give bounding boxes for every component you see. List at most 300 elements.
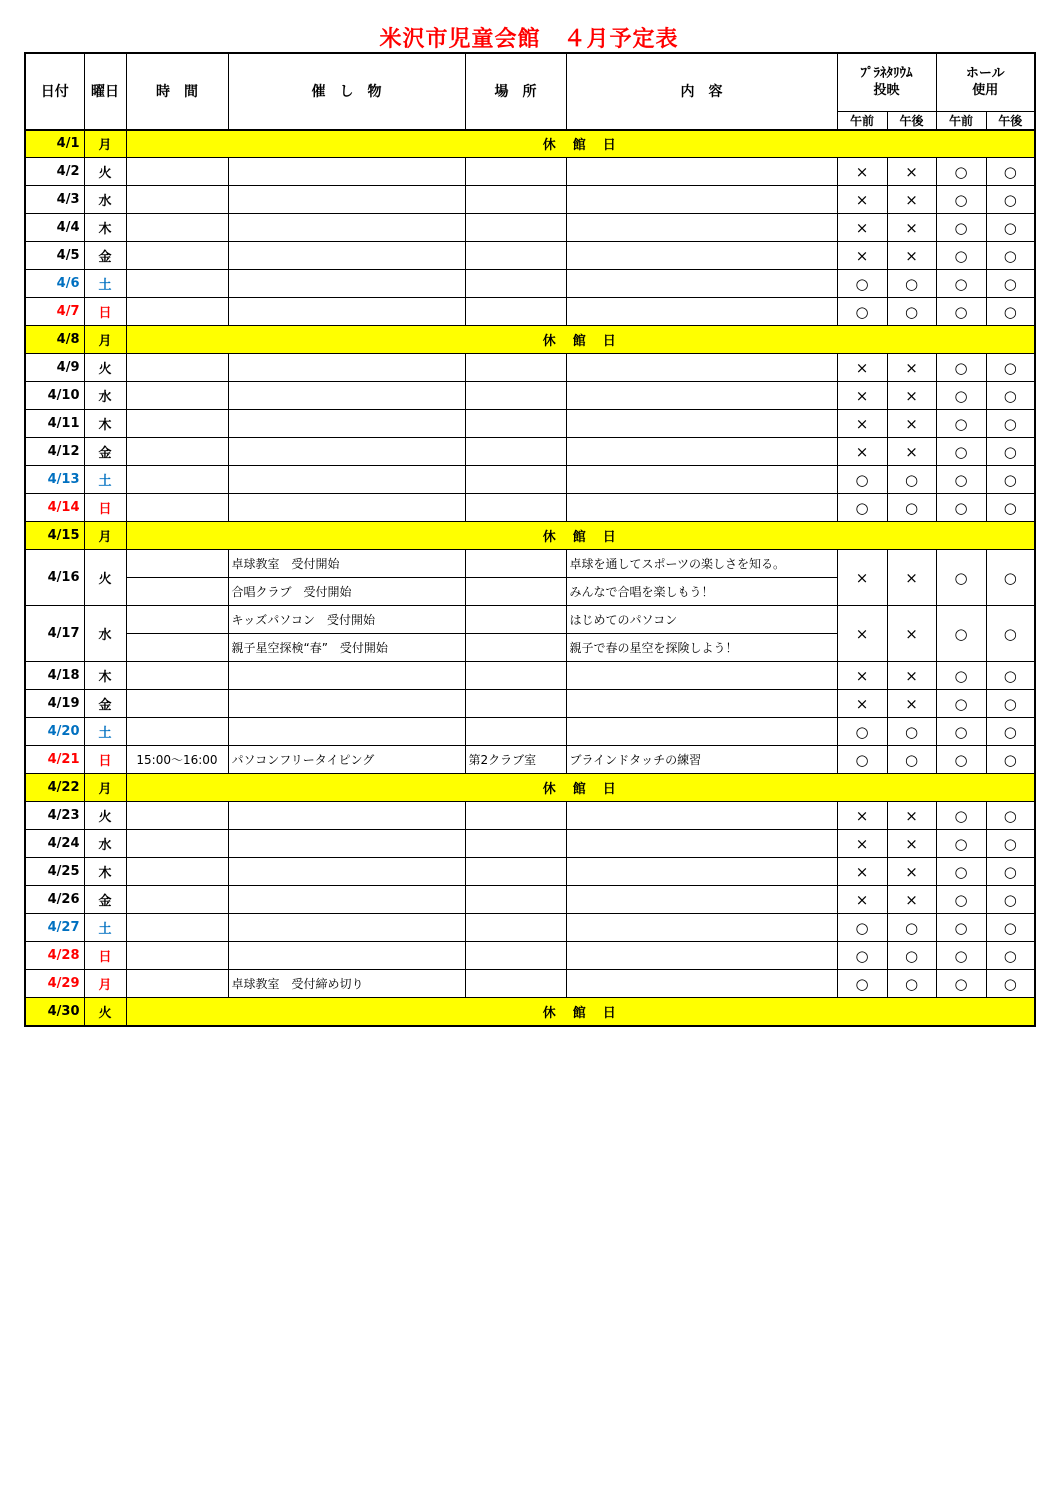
- time-cell: [126, 438, 228, 466]
- time-cell: [126, 354, 228, 382]
- date-cell: 4/30: [25, 998, 84, 1026]
- content-cell: [566, 662, 837, 690]
- day-cell: 水: [84, 606, 126, 662]
- day-cell: 金: [84, 438, 126, 466]
- event-cell: [228, 270, 465, 298]
- time-cell: [126, 158, 228, 186]
- planetarium-am-mark: ×: [837, 886, 887, 914]
- time-cell: [126, 718, 228, 746]
- date-cell: 4/9: [25, 354, 84, 382]
- planetarium-am-mark: ×: [837, 606, 887, 662]
- date-cell: 4/29: [25, 970, 84, 998]
- time-cell: [126, 942, 228, 970]
- planetarium-pm-mark: ×: [887, 186, 936, 214]
- time-cell: [126, 494, 228, 522]
- event-cell: [228, 242, 465, 270]
- table-row: [25, 494, 1035, 522]
- content-cell: みんなで合唱を楽しもう！: [566, 578, 837, 606]
- date-cell: 4/20: [25, 718, 84, 746]
- content-cell: [566, 214, 837, 242]
- date-cell: 4/28: [25, 942, 84, 970]
- hall-pm-mark: ○: [986, 354, 1035, 382]
- date-cell: 4/16: [25, 550, 84, 606]
- planetarium-pm-mark: ×: [887, 410, 936, 438]
- time-cell: [126, 410, 228, 438]
- header-date: 日付: [25, 53, 84, 130]
- table-row: [25, 970, 1035, 998]
- hall-am-mark: ○: [936, 662, 986, 690]
- time-cell: [126, 186, 228, 214]
- table-row: [25, 270, 1035, 298]
- event-cell: [228, 886, 465, 914]
- planetarium-pm-mark: ×: [887, 242, 936, 270]
- event-cell: [228, 186, 465, 214]
- header-event: 催 し 物: [228, 53, 465, 130]
- planetarium-pm-mark: ×: [887, 550, 936, 606]
- event-cell: [228, 466, 465, 494]
- table-row: [25, 382, 1035, 410]
- event-cell: [228, 438, 465, 466]
- day-cell: 水: [84, 382, 126, 410]
- day-cell: 日: [84, 494, 126, 522]
- planetarium-pm-mark: ×: [887, 802, 936, 830]
- planetarium-pm-mark: ×: [887, 662, 936, 690]
- time-cell: [126, 270, 228, 298]
- event-cell: [228, 382, 465, 410]
- table-row: [25, 746, 1035, 774]
- day-cell: 火: [84, 158, 126, 186]
- place-cell: [465, 214, 566, 242]
- hall-pm-mark: ○: [986, 886, 1035, 914]
- content-cell: [566, 494, 837, 522]
- time-cell: [126, 634, 228, 662]
- date-cell: 4/21: [25, 746, 84, 774]
- table-row-closed: [25, 326, 1035, 354]
- place-cell: [465, 802, 566, 830]
- day-cell: 月: [84, 774, 126, 802]
- table-row: [25, 662, 1035, 690]
- hall-am-mark: ○: [936, 830, 986, 858]
- planetarium-am-mark: ×: [837, 354, 887, 382]
- planetarium-am-mark: ○: [837, 494, 887, 522]
- day-cell: 土: [84, 466, 126, 494]
- planetarium-am-mark: ×: [837, 830, 887, 858]
- content-cell: [566, 886, 837, 914]
- closed-label: 休 館 日: [126, 326, 1035, 354]
- day-cell: 土: [84, 270, 126, 298]
- content-cell: [566, 942, 837, 970]
- hall-am-mark: ○: [936, 354, 986, 382]
- table-row: [25, 802, 1035, 830]
- table-row-closed: [25, 130, 1035, 158]
- place-cell: [465, 662, 566, 690]
- event-cell: [228, 718, 465, 746]
- date-cell: 4/25: [25, 858, 84, 886]
- time-cell: [126, 690, 228, 718]
- header-planetarium-pm: 午後: [887, 111, 936, 130]
- content-cell: はじめてのパソコン: [566, 606, 837, 634]
- place-cell: [465, 942, 566, 970]
- hall-am-mark: ○: [936, 494, 986, 522]
- table-row: [25, 718, 1035, 746]
- planetarium-am-mark: ○: [837, 270, 887, 298]
- date-cell: 4/1: [25, 130, 84, 158]
- planetarium-am-mark: ×: [837, 802, 887, 830]
- table-row: [25, 158, 1035, 186]
- date-cell: 4/13: [25, 466, 84, 494]
- planetarium-am-mark: ○: [837, 466, 887, 494]
- planetarium-pm-mark: ×: [887, 830, 936, 858]
- event-cell: [228, 942, 465, 970]
- planetarium-am-mark: ○: [837, 298, 887, 326]
- place-cell: [465, 298, 566, 326]
- table-row: [25, 858, 1035, 886]
- planetarium-pm-mark: ○: [887, 466, 936, 494]
- hall-am-mark: ○: [936, 802, 986, 830]
- hall-pm-mark: ○: [986, 662, 1035, 690]
- content-cell: [566, 438, 837, 466]
- header-planetarium: ﾌﾟﾗﾈﾀﾘｳﾑ 投映: [837, 53, 936, 111]
- place-cell: [465, 186, 566, 214]
- date-cell: 4/14: [25, 494, 84, 522]
- header-hall-am: 午前: [936, 111, 986, 130]
- time-cell: [126, 214, 228, 242]
- table-row: [25, 466, 1035, 494]
- date-cell: 4/23: [25, 802, 84, 830]
- content-cell: [566, 410, 837, 438]
- date-cell: 4/6: [25, 270, 84, 298]
- day-cell: 月: [84, 522, 126, 550]
- hall-pm-mark: ○: [986, 214, 1035, 242]
- event-cell: 卓球教室 受付締め切り: [228, 970, 465, 998]
- planetarium-pm-mark: ○: [887, 942, 936, 970]
- day-cell: 日: [84, 942, 126, 970]
- date-cell: 4/18: [25, 662, 84, 690]
- table-row: [25, 186, 1035, 214]
- hall-am-mark: ○: [936, 410, 986, 438]
- time-cell: [126, 466, 228, 494]
- place-cell: [465, 830, 566, 858]
- content-cell: [566, 802, 837, 830]
- hall-pm-mark: ○: [986, 382, 1035, 410]
- hall-am-mark: ○: [936, 382, 986, 410]
- event-cell: [228, 914, 465, 942]
- event-cell: 卓球教室 受付開始: [228, 550, 465, 578]
- planetarium-am-mark: ×: [837, 550, 887, 606]
- content-cell: [566, 158, 837, 186]
- planetarium-am-mark: ×: [837, 690, 887, 718]
- planetarium-pm-mark: ×: [887, 438, 936, 466]
- place-cell: [465, 858, 566, 886]
- closed-label: 休 館 日: [126, 522, 1035, 550]
- table-row: [25, 438, 1035, 466]
- time-cell: [126, 578, 228, 606]
- content-cell: [566, 382, 837, 410]
- date-cell: 4/24: [25, 830, 84, 858]
- day-cell: 火: [84, 550, 126, 606]
- header-hall: ホール 使用: [936, 53, 1035, 111]
- date-cell: 4/27: [25, 914, 84, 942]
- hall-am-mark: ○: [936, 186, 986, 214]
- event-cell: [228, 494, 465, 522]
- hall-pm-mark: ○: [986, 410, 1035, 438]
- planetarium-am-mark: ○: [837, 942, 887, 970]
- planetarium-pm-mark: ×: [887, 858, 936, 886]
- header-content: 内 容: [566, 53, 837, 130]
- table-row: [25, 942, 1035, 970]
- date-cell: 4/17: [25, 606, 84, 662]
- place-cell: [465, 606, 566, 634]
- day-cell: 火: [84, 354, 126, 382]
- day-cell: 月: [84, 970, 126, 998]
- table-row: [25, 830, 1035, 858]
- hall-pm-mark: ○: [986, 270, 1035, 298]
- planetarium-pm-mark: ○: [887, 298, 936, 326]
- table-row: [25, 886, 1035, 914]
- planetarium-am-mark: ×: [837, 410, 887, 438]
- hall-pm-mark: ○: [986, 606, 1035, 662]
- time-cell: [126, 606, 228, 634]
- closed-label: 休 館 日: [126, 774, 1035, 802]
- hall-pm-mark: ○: [986, 802, 1035, 830]
- content-cell: [566, 186, 837, 214]
- day-cell: 木: [84, 662, 126, 690]
- date-cell: 4/10: [25, 382, 84, 410]
- day-cell: 月: [84, 130, 126, 158]
- content-cell: [566, 242, 837, 270]
- place-cell: [465, 634, 566, 662]
- time-cell: [126, 886, 228, 914]
- table-row: [25, 550, 1035, 578]
- day-cell: 木: [84, 858, 126, 886]
- place-cell: [465, 578, 566, 606]
- place-cell: [465, 690, 566, 718]
- hall-am-mark: ○: [936, 466, 986, 494]
- day-cell: 火: [84, 802, 126, 830]
- hall-am-mark: ○: [936, 242, 986, 270]
- time-cell: [126, 550, 228, 578]
- planetarium-am-mark: ×: [837, 858, 887, 886]
- hall-am-mark: ○: [936, 298, 986, 326]
- hall-am-mark: ○: [936, 214, 986, 242]
- place-cell: [465, 354, 566, 382]
- table-row-closed: [25, 998, 1035, 1026]
- closed-label: 休 館 日: [126, 130, 1035, 158]
- table-row: [25, 354, 1035, 382]
- schedule-body: [25, 130, 1035, 1026]
- place-cell: [465, 970, 566, 998]
- hall-am-mark: ○: [936, 886, 986, 914]
- planetarium-am-mark: ○: [837, 718, 887, 746]
- event-cell: [228, 158, 465, 186]
- date-cell: 4/2: [25, 158, 84, 186]
- day-cell: 木: [84, 410, 126, 438]
- day-cell: 水: [84, 186, 126, 214]
- content-cell: [566, 466, 837, 494]
- place-cell: [465, 718, 566, 746]
- planetarium-pm-mark: ×: [887, 354, 936, 382]
- hall-pm-mark: ○: [986, 942, 1035, 970]
- hall-pm-mark: ○: [986, 970, 1035, 998]
- event-cell: キッズパソコン 受付開始: [228, 606, 465, 634]
- planetarium-pm-mark: ○: [887, 970, 936, 998]
- planetarium-pm-mark: ×: [887, 158, 936, 186]
- content-cell: [566, 298, 837, 326]
- planetarium-am-mark: ×: [837, 186, 887, 214]
- place-cell: [465, 158, 566, 186]
- content-cell: [566, 830, 837, 858]
- content-cell: [566, 354, 837, 382]
- hall-pm-mark: ○: [986, 858, 1035, 886]
- event-cell: [228, 214, 465, 242]
- planetarium-am-mark: ×: [837, 382, 887, 410]
- place-cell: [465, 550, 566, 578]
- planetarium-pm-mark: ×: [887, 690, 936, 718]
- place-cell: [465, 466, 566, 494]
- content-cell: [566, 858, 837, 886]
- date-cell: 4/7: [25, 298, 84, 326]
- day-cell: 日: [84, 746, 126, 774]
- hall-am-mark: ○: [936, 858, 986, 886]
- event-cell: [228, 690, 465, 718]
- content-cell: ブラインドタッチの練習: [566, 746, 837, 774]
- content-cell: [566, 690, 837, 718]
- day-cell: 金: [84, 886, 126, 914]
- time-cell: [126, 830, 228, 858]
- content-cell: 親子で春の星空を探険しよう！: [566, 634, 837, 662]
- day-cell: 金: [84, 242, 126, 270]
- day-cell: 金: [84, 690, 126, 718]
- table-row: [25, 214, 1035, 242]
- planetarium-am-mark: ×: [837, 242, 887, 270]
- hall-am-mark: ○: [936, 746, 986, 774]
- header-place: 場 所: [465, 53, 566, 130]
- hall-pm-mark: ○: [986, 298, 1035, 326]
- table-row: [25, 242, 1035, 270]
- hall-am-mark: ○: [936, 438, 986, 466]
- place-cell: [465, 242, 566, 270]
- event-cell: [228, 662, 465, 690]
- event-cell: 合唱クラブ 受付開始: [228, 578, 465, 606]
- planetarium-am-mark: ×: [837, 438, 887, 466]
- content-cell: [566, 914, 837, 942]
- hall-pm-mark: ○: [986, 718, 1035, 746]
- hall-am-mark: ○: [936, 690, 986, 718]
- place-cell: [465, 410, 566, 438]
- content-cell: [566, 270, 837, 298]
- time-cell: [126, 914, 228, 942]
- place-cell: [465, 270, 566, 298]
- header-hall-pm: 午後: [986, 111, 1035, 130]
- table-row: [25, 410, 1035, 438]
- date-cell: 4/3: [25, 186, 84, 214]
- date-cell: 4/5: [25, 242, 84, 270]
- event-cell: [228, 410, 465, 438]
- time-cell: [126, 970, 228, 998]
- place-cell: [465, 914, 566, 942]
- planetarium-am-mark: ×: [837, 214, 887, 242]
- hall-pm-mark: ○: [986, 158, 1035, 186]
- place-cell: 第2クラブ室: [465, 746, 566, 774]
- event-cell: [228, 298, 465, 326]
- event-cell: [228, 354, 465, 382]
- time-cell: 15:00～16:00: [126, 746, 228, 774]
- place-cell: [465, 438, 566, 466]
- day-cell: 土: [84, 914, 126, 942]
- time-cell: [126, 382, 228, 410]
- closed-label: 休 館 日: [126, 998, 1035, 1026]
- page-title: 米沢市児童会館 ４月予定表: [379, 27, 679, 52]
- day-cell: 木: [84, 214, 126, 242]
- time-cell: [126, 242, 228, 270]
- date-cell: 4/26: [25, 886, 84, 914]
- hall-am-mark: ○: [936, 606, 986, 662]
- header-day: 曜日: [84, 53, 126, 130]
- hall-pm-mark: ○: [986, 242, 1035, 270]
- planetarium-am-mark: ○: [837, 914, 887, 942]
- day-cell: 月: [84, 326, 126, 354]
- hall-am-mark: ○: [936, 718, 986, 746]
- table-row-closed: [25, 522, 1035, 550]
- day-cell: 火: [84, 998, 126, 1026]
- header-planetarium-am: 午前: [837, 111, 887, 130]
- hall-am-mark: ○: [936, 550, 986, 606]
- date-cell: 4/15: [25, 522, 84, 550]
- hall-am-mark: ○: [936, 914, 986, 942]
- event-cell: [228, 830, 465, 858]
- hall-am-mark: ○: [936, 970, 986, 998]
- place-cell: [465, 494, 566, 522]
- hall-pm-mark: ○: [986, 494, 1035, 522]
- planetarium-am-mark: ×: [837, 662, 887, 690]
- planetarium-am-mark: ○: [837, 746, 887, 774]
- table-row-closed: [25, 774, 1035, 802]
- schedule-table: [24, 52, 1036, 1027]
- header-time: 時 間: [126, 53, 228, 130]
- hall-pm-mark: ○: [986, 914, 1035, 942]
- hall-am-mark: ○: [936, 270, 986, 298]
- date-cell: 4/4: [25, 214, 84, 242]
- date-cell: 4/19: [25, 690, 84, 718]
- planetarium-pm-mark: ×: [887, 214, 936, 242]
- planetarium-pm-mark: ○: [887, 746, 936, 774]
- planetarium-pm-mark: ×: [887, 606, 936, 662]
- place-cell: [465, 886, 566, 914]
- planetarium-pm-mark: ○: [887, 494, 936, 522]
- event-cell: [228, 802, 465, 830]
- planetarium-pm-mark: ○: [887, 718, 936, 746]
- hall-pm-mark: ○: [986, 746, 1035, 774]
- planetarium-pm-mark: ×: [887, 886, 936, 914]
- time-cell: [126, 662, 228, 690]
- table-row: [25, 298, 1035, 326]
- planetarium-am-mark: ○: [837, 970, 887, 998]
- table-row: [25, 606, 1035, 634]
- planetarium-pm-mark: ○: [887, 914, 936, 942]
- place-cell: [465, 382, 566, 410]
- hall-pm-mark: ○: [986, 186, 1035, 214]
- day-cell: 土: [84, 718, 126, 746]
- hall-pm-mark: ○: [986, 690, 1035, 718]
- event-cell: パソコンフリータイピング: [228, 746, 465, 774]
- hall-pm-mark: ○: [986, 438, 1035, 466]
- time-cell: [126, 858, 228, 886]
- hall-pm-mark: ○: [986, 830, 1035, 858]
- event-cell: [228, 858, 465, 886]
- table-row: [25, 914, 1035, 942]
- content-cell: [566, 970, 837, 998]
- content-cell: [566, 718, 837, 746]
